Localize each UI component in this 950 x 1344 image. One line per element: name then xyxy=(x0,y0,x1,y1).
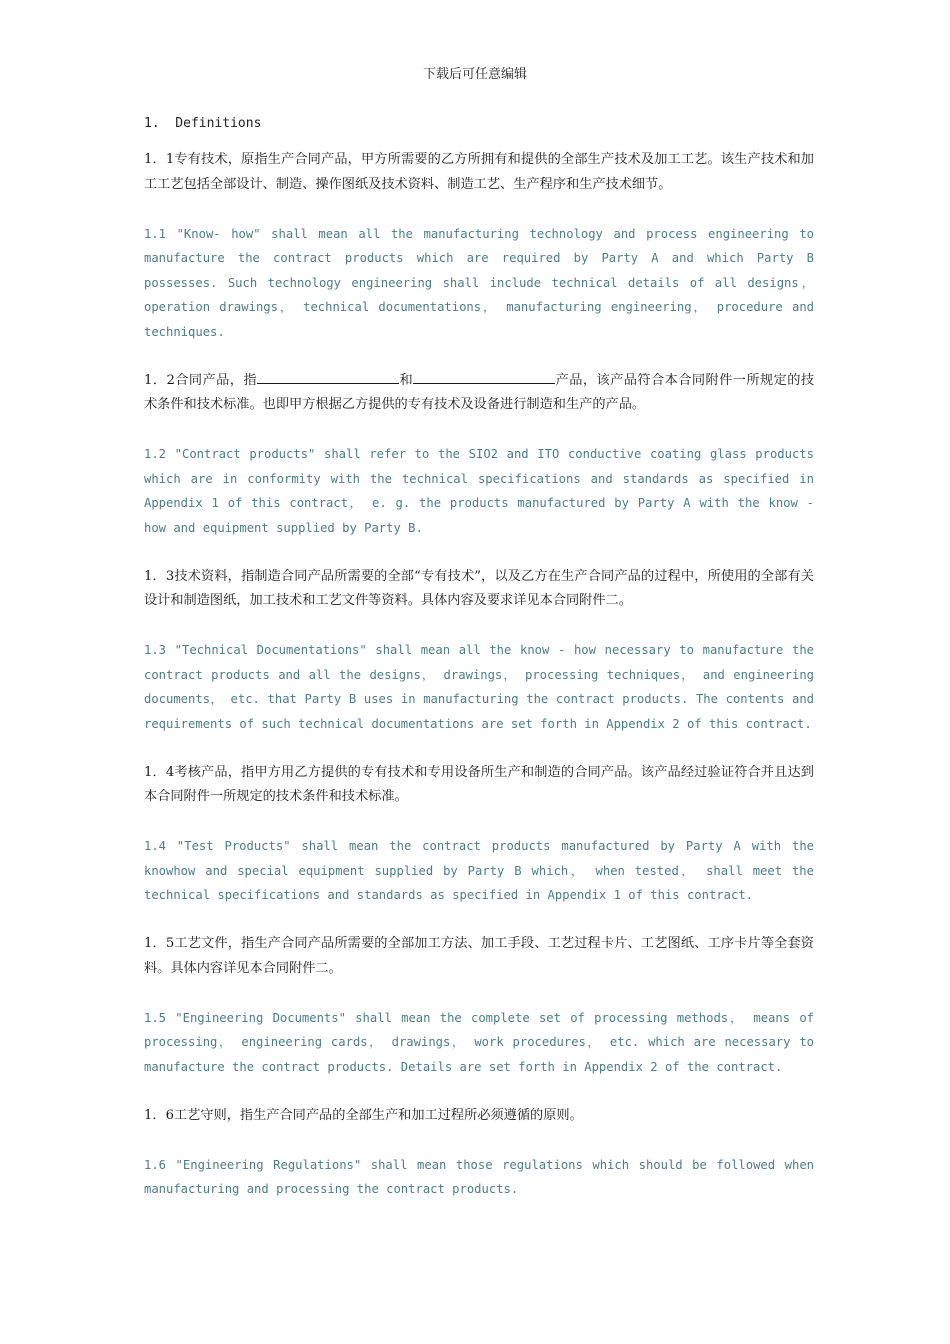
clause-1-1-english: 1.1 "Know- how" shall mean all the manufacturing technology and process engineering to manufacture the contract products which are required by Party A and which Party B possesses. Such technology engineering shall include technical details of all designs， operation drawings， technical documentations， manufacturing engineering， procedure and techniques. xyxy=(144,226,814,339)
clause-1-2-text-a: 1．2合同产品，指 xyxy=(144,372,258,388)
fill-in-blank-1 xyxy=(257,370,399,384)
document-body xyxy=(144,112,814,1226)
clause-1-6-chinese: 1．6工艺守则，指生产合同产品的全部生产和加工过程所必须遵循的原则。 xyxy=(144,1107,583,1123)
clause-1-4-english: 1.4 "Test Products" shall mean the contract products manufactured by Party A with the knowhow and special equipment supplied by Party B which， when tested， shall meet the technical specifications and standards as specified in Appendix 1 of this contract. xyxy=(144,839,814,902)
page-header-note: 下载后可任意编辑 xyxy=(422,67,527,82)
clause-1-2-chinese xyxy=(144,369,814,418)
clause-1-2-text-b: 和 xyxy=(399,372,414,388)
clause-1-6-english: 1.6 "Engineering Regulations" shall mean those regulations which should be followed when manufacturing and processing the contract products. xyxy=(144,1157,814,1196)
clause-1-2-english: 1.2 "Contract products" shall refer to the SIO2 and ITO conductive coating glass products which are in conformity with the technical specifications and standards as specified in Appendix 1 of this contract， e. g. the products manufactured by Party A with the know - how and equipment supplied by Party B. xyxy=(144,447,814,535)
clause-1-5-english: 1.5 "Engineering Documents" shall mean the complete set of processing methods， means of processing， engineering cards， drawings， work procedures， etc. which are necessary to manufacture the contract products. Details are set forth in Appendix 2 of the contract. xyxy=(144,1010,814,1074)
clause-1-4-chinese: 1．4考核产品，指甲方用乙方提供的专有技术和专用设备所生产和制造的合同产品。该产品经过验证符合并且达到本合同附件一所规定的技术条件和技术标准。 xyxy=(144,764,814,804)
fill-in-blank-2 xyxy=(413,370,555,384)
clause-1-3-english: 1.3 "Technical Documentations" shall mean all the know - how necessary to manufacture the contract products and all the designs， drawings， processing techniques， and engineering documents， etc. that Party B uses in manufacturing the contract products. The contents and requirements of such technical documentations are set forth in Appendix 2 of this contract. xyxy=(144,643,814,731)
clause-1-1-chinese: 1．1专有技术，原指生产合同产品，甲方所需要的乙方所拥有和提供的全部生产技术及加工工艺。该生产技术和加工工艺包括全部设计、制造、操作图纸及技术资料、制造工艺、生产程序和生产技术细节。 xyxy=(144,152,814,192)
section-heading: 1. Definitions xyxy=(144,116,262,131)
clause-1-5-chinese: 1．5工艺文件，指生产合同产品所需要的全部加工方法、加工手段、工艺过程卡片、工艺图纸、工序卡片等全套资料。具体内容详见本合同附件二。 xyxy=(144,936,814,976)
clause-1-2-text-c: 产品，该产品符合本合同附件一所规定的技术条件和技术标准。也即甲方根据乙方提供的专有技术及设备进行制造和生产的产品。 xyxy=(144,372,815,412)
clause-1-3-chinese: 1．3技术资料，指制造合同产品所需要的全部“专有技术”，以及乙方在生产合同产品的过程中，所使用的全部有关设计和制造图纸，加工技术和工艺文件等资料。具体内容及要求详见本合同附件二。 xyxy=(144,568,814,608)
